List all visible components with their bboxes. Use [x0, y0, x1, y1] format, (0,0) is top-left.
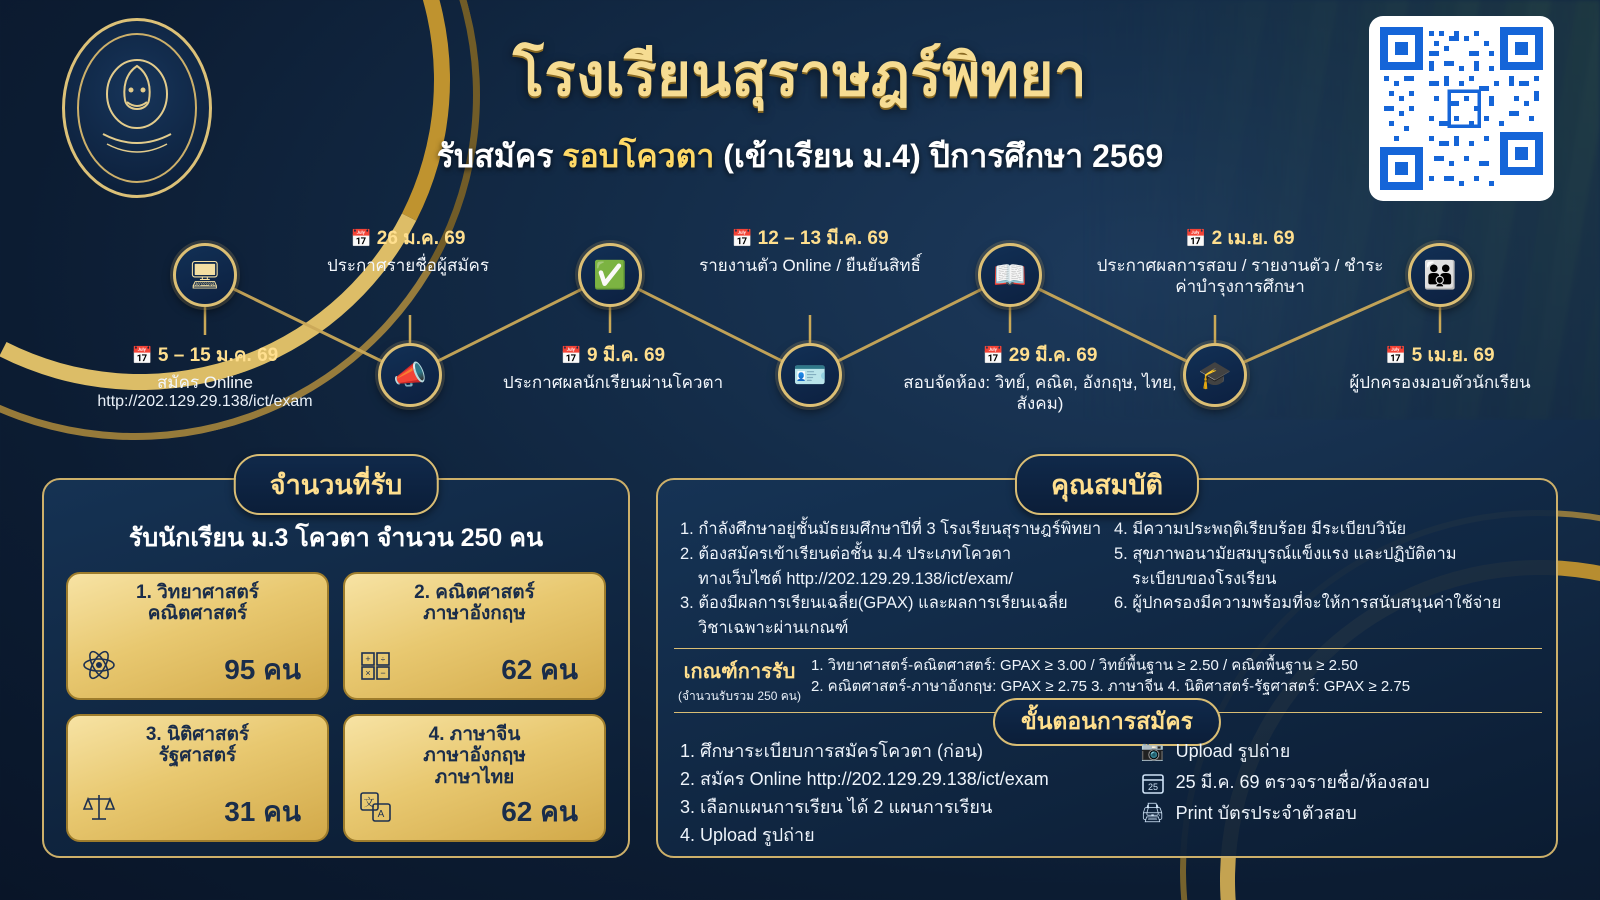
calendar-icon: 📅	[560, 346, 583, 365]
qr-code-icon[interactable]	[1369, 16, 1554, 201]
step-right-text-1: Upload รูปถ่าย	[1175, 741, 1291, 761]
svg-text:÷: ÷	[380, 655, 386, 664]
quota-card-4-count: 62 คน	[501, 796, 578, 827]
svg-text:文: 文	[363, 797, 375, 809]
timeline-label-3	[463, 340, 763, 393]
timeline-node-2[interactable]	[378, 343, 442, 407]
quota-card-1[interactable]	[66, 572, 329, 700]
step-item-3: 3. เลือกแผนการเรียน ได้ 2 แผนการเรียน	[680, 796, 993, 817]
translate-icon	[359, 790, 393, 832]
timeline-date-1: 📅 5 – 15 ม.ค. 69	[131, 345, 279, 366]
timeline-node-5[interactable]	[978, 243, 1042, 307]
check-circle-icon: ✅	[593, 260, 627, 290]
timeline-label-5	[890, 340, 1190, 415]
page-title: โรงเรียนสุราษฎร์พิทยา	[512, 43, 1088, 108]
qual-right-item-5-sub: ระเบียบของโรงเรียน	[1132, 569, 1277, 588]
id-card-icon: 🪪	[793, 360, 827, 390]
svg-text:+: +	[365, 654, 371, 664]
quota-card-3[interactable]	[66, 714, 329, 842]
qual-left-item-3: 3. ต้องมีผลการเรียนเฉลี่ย(GPAX) และผลการเรียนเฉลี่ย	[680, 594, 1068, 613]
step-right-item-1	[1140, 738, 1534, 766]
svg-text:×: ×	[365, 668, 371, 678]
qual-left-item-1: 1. กำลังศึกษาอยู่ชั้นมัธยมศึกษาปีที่ 3 โรงเรียนสุราษฎร์พิทยา	[680, 520, 1102, 538]
printer-icon: 🖨	[1140, 803, 1165, 824]
criteria-lines	[811, 655, 1410, 697]
timeline-desc-6: ประกาศผลการสอบ / รายงานตัว / ชำระค่าบำรุงการศึกษา	[1096, 256, 1384, 297]
quota-card-3-line1: 3. นิติศาสตร์	[145, 724, 250, 745]
qual-right-item-6: 6. ผู้ปกครองมีความพร้อมที่จะให้การสนับสนุนค่าใช้จ่าย	[1114, 594, 1502, 613]
timeline-link-1[interactable]: http://202.129.29.138/ict/exam	[97, 393, 313, 411]
calendar-icon: 📅	[350, 229, 372, 248]
step-right-text-2: 25 มี.ค. 69 ตรวจรายชื่อ/ห้องสอบ	[1175, 771, 1430, 792]
scales-of-justice-icon	[82, 790, 116, 832]
timeline-date-7: 📅 5 เม.ย. 69	[1385, 345, 1495, 366]
calendar-icon: 📅	[131, 346, 153, 365]
calendar-icon: 📅	[731, 229, 753, 248]
timeline-date-4: 📅 12 – 13 มี.ค. 69	[731, 228, 889, 249]
quota-card-4-line2: ภาษาอังกฤษ	[423, 745, 526, 767]
quota-panel	[42, 470, 630, 858]
timeline-date-3: 📅 9 มี.ค. 69	[560, 345, 666, 366]
quota-card-2-line2: ภาษาอังกฤษ	[423, 603, 526, 625]
steps-left-list	[680, 738, 1134, 850]
timeline-label-4	[660, 223, 960, 276]
subtitle-highlight: รอบโควตา	[562, 138, 715, 174]
qual-left-item-2-sub: ทางเว็บไซต์ http://202.129.29.138/ict/exam/	[698, 569, 1013, 588]
subtitle-pre: รับสมัคร	[436, 138, 563, 174]
computer-monitor-icon: 🖥	[187, 260, 223, 290]
calendar-25-icon	[1140, 771, 1166, 795]
criteria-line-1: 1. วิทยาศาสตร์-คณิตศาสตร์: GPAX ≥ 3.00 / วิทย์พื้นฐาน ≥ 2.50 / คณิตพื้นฐาน ≥ 2.50	[810, 656, 1358, 674]
calendar-icon: 📅	[982, 346, 1004, 365]
timeline-desc-5: สอบจัดห้อง: วิทย์, คณิต, อังกฤษ, ไทย, สังคม)	[903, 373, 1177, 414]
open-book-icon: 📖	[993, 260, 1027, 290]
timeline-node-3[interactable]	[578, 243, 642, 307]
camera-icon: 📷	[1140, 741, 1165, 763]
timeline-desc-3: ประกาศผลนักเรียนผ่านโควตา	[502, 373, 724, 392]
qual-left-item-3-sub: วิชาเฉพาะผ่านเกณฑ์	[698, 619, 849, 638]
timeline-label-2	[258, 223, 558, 276]
quota-card-4-line1: 4. ภาษาจีน	[428, 724, 521, 745]
timeline-date-5: 📅 29 มี.ค. 69	[982, 345, 1098, 366]
criteria-title: เกณฑ์การรับ (จำนวนรับรวม 250 คน)	[678, 655, 801, 706]
timeline-label-6	[1090, 223, 1390, 298]
quota-card-1-line2: คณิตศาสตร์	[147, 603, 248, 625]
quota-card-grid	[44, 558, 628, 842]
quota-card-4-line3: ภาษาไทย	[434, 766, 515, 788]
timeline-desc-2: ประกาศรายชื่อผู้สมัคร	[326, 256, 490, 275]
svg-text:−: −	[380, 668, 386, 678]
svg-text:A: A	[377, 809, 385, 820]
step-item-1: 1. ศึกษาระเบียบการสมัครโควตา (ก่อน)	[680, 741, 984, 761]
timeline-node-6[interactable]	[1183, 343, 1247, 407]
timeline-label-1	[55, 340, 355, 411]
quota-card-2[interactable]	[343, 572, 606, 700]
timeline-label-7	[1290, 340, 1590, 393]
criteria-subtitle: (จำนวนรับรวม 250 คน)	[678, 688, 801, 703]
family-parents-icon: 👪	[1423, 260, 1457, 290]
timeline-date-6: 📅 2 เม.ย. 69	[1185, 228, 1295, 249]
timeline-desc-4: รายงานตัว Online / ยืนยันสิทธิ์	[699, 256, 921, 275]
steps-ribbon-title: ขั้นตอนการสมัคร	[993, 698, 1221, 746]
step-right-text-3: Print บัตรประจำตัวสอบ	[1175, 802, 1357, 823]
header-titles	[300, 28, 1300, 182]
quota-card-1-line1: 1. วิทยาศาสตร์	[136, 582, 259, 603]
quota-card-3-count: 31 คน	[224, 796, 301, 827]
timeline-date-2: 📅 26 ม.ค. 69	[350, 228, 466, 249]
qualification-panel	[656, 470, 1558, 858]
atom-icon	[82, 648, 116, 690]
school-crest-icon	[62, 18, 212, 198]
steps-right-list	[1140, 738, 1534, 850]
qualification-ribbon-title: คุณสมบัติ	[1015, 454, 1199, 515]
calendar-icon: 📅	[1385, 346, 1407, 365]
quota-card-2-count: 62 คน	[501, 654, 578, 685]
quota-headline: รับนักเรียน ม.3 โควตา จำนวน 250 คน	[128, 524, 544, 552]
step-right-item-2	[1140, 769, 1534, 797]
qualification-right-list	[1114, 518, 1538, 642]
calendar-icon: 📅	[1185, 229, 1207, 248]
admission-timeline	[0, 215, 1600, 445]
qual-right-item-5: 5. สุขภาพอนามัยสมบูรณ์แข็งแรง และปฏิบัติตาม	[1114, 544, 1457, 563]
steps-section	[658, 738, 1556, 850]
qualification-left-list	[680, 518, 1104, 642]
step-item-4: 4. Upload รูปถ่าย	[680, 824, 815, 845]
step-right-item-3	[1140, 800, 1534, 828]
timeline-node-1[interactable]	[173, 243, 237, 307]
timeline-node-7[interactable]	[1408, 243, 1472, 307]
timeline-desc-7: ผู้ปกครองมอบตัวนักเรียน	[1349, 373, 1531, 392]
svg-text:25: 25	[1147, 781, 1158, 792]
criteria-line-2: 2. คณิตศาสตร์-ภาษาอังกฤษ: GPAX ≥ 2.75 3. ภาษาจีน 4. นิติศาสตร์-รัฐศาสตร์: GPAX ≥ 2.75	[810, 677, 1411, 695]
quota-card-3-line2: รัฐศาสตร์	[158, 745, 237, 767]
calculator-icon	[359, 648, 393, 690]
timeline-node-4[interactable]	[778, 343, 842, 407]
timeline-desc-1: สมัคร Online	[157, 373, 253, 392]
quota-card-4[interactable]	[343, 714, 606, 842]
qual-right-item-4: 4. มีความประพฤติเรียบร้อย มีระเบียบวินัย	[1114, 520, 1407, 538]
step-item-2[interactable]: 2. สมัคร Online http://202.129.29.138/ict/exam	[680, 768, 1049, 789]
quota-ribbon-title: จำนวนที่รับ	[234, 454, 439, 515]
subtitle-post: (เข้าเรียน ม.4) ปีการศึกษา 2569	[714, 138, 1164, 174]
announcement-megaphone-icon: 📣	[393, 360, 427, 390]
quota-card-2-line1: 2. คณิตศาสตร์	[414, 582, 535, 603]
page-subtitle	[300, 131, 1300, 182]
qual-left-item-2: 2. ต้องสมัครเข้าเรียนต่อชั้น ม.4 ประเภทโควตา	[680, 544, 1012, 563]
graduation-cap-icon: 🎓	[1198, 360, 1232, 390]
quota-card-1-count: 95 คน	[224, 654, 301, 685]
